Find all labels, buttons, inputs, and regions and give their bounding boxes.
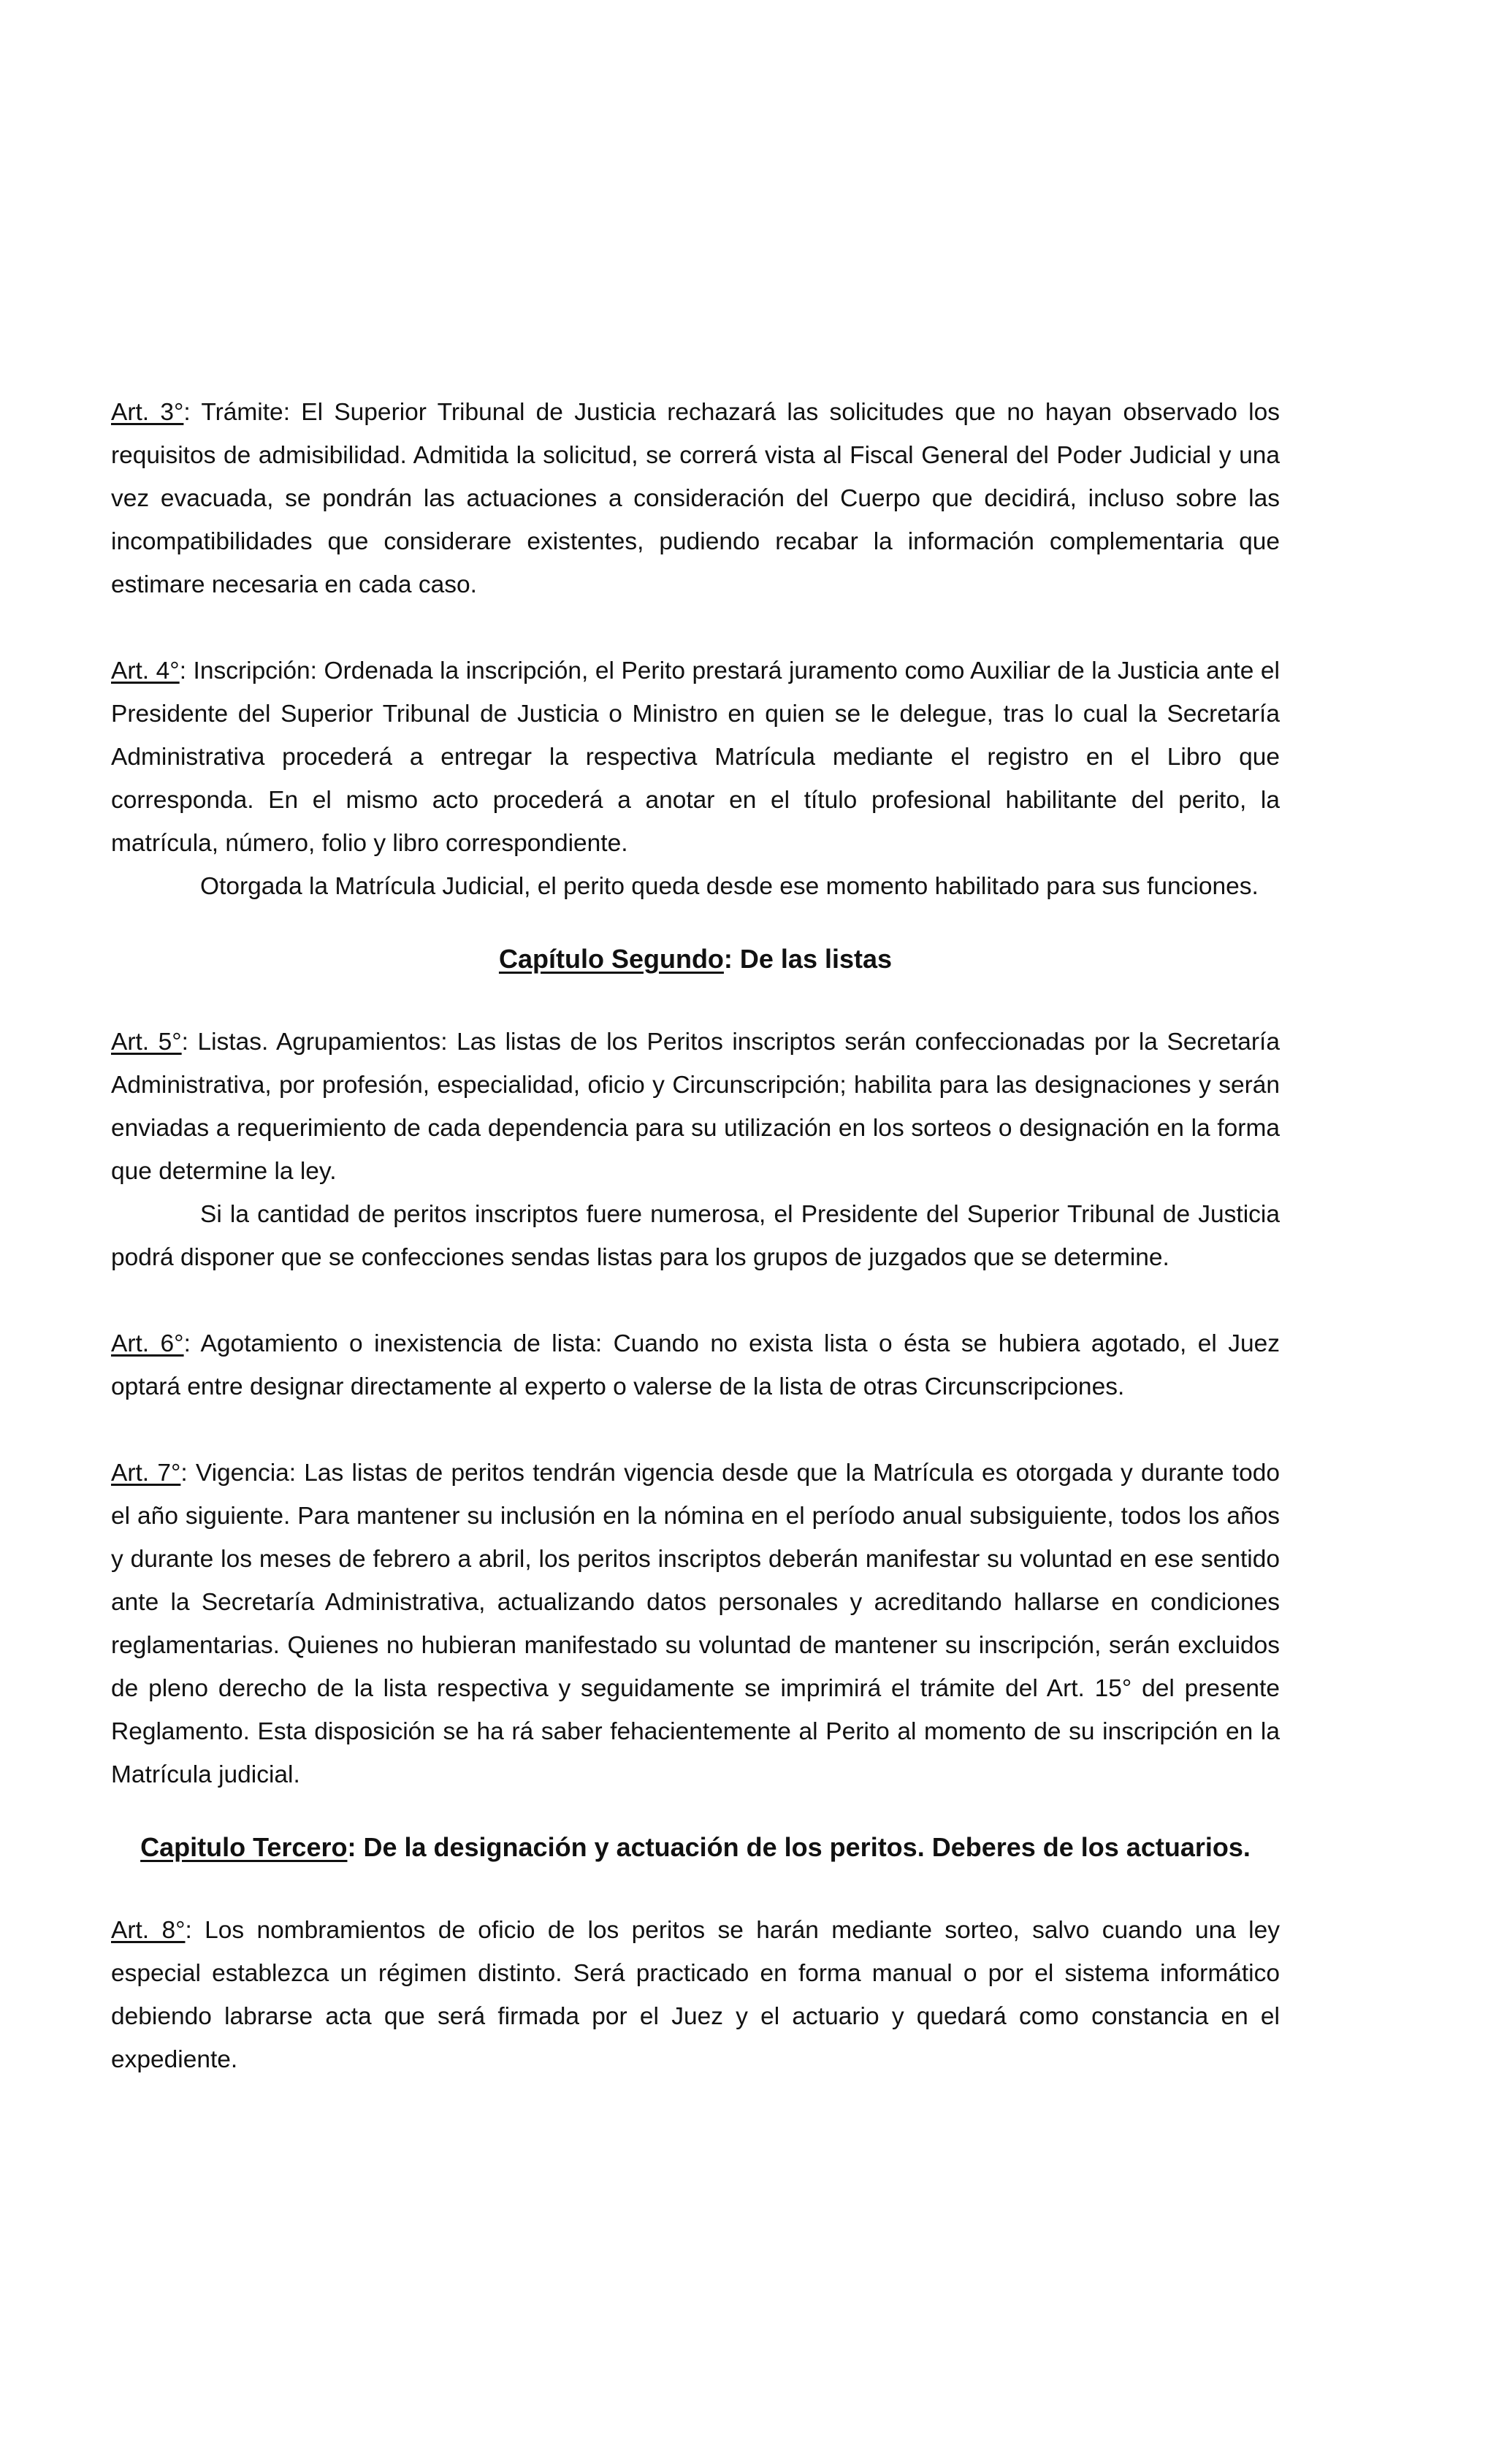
article-3-text: : Trámite: El Superior Tribunal de Justicia rechazará las solicitudes que no hayan observado los requisitos de admisibilidad. Admitida la solicitud, se correrá vista al Fiscal General del Poder Judicial y una vez evacuada, se pondrán las actuaciones a consideración del Cuerpo que decidirá, incluso sobre las incompatibilidades que considerare existentes, pudiendo recabar la información complementaria que estimare necesaria en cada caso.: [111, 399, 1281, 598]
article-5: [111, 1021, 1280, 1193]
article-6-label: Art. 6°: [111, 1330, 184, 1357]
document-page: [111, 391, 1280, 2081]
article-5-text: : Listas. Agrupamientos: Las listas de los Peritos inscriptos serán confeccionadas por la Secretaría Administrativa, por profesión, especialidad, oficio y Circunscripción; habilita para las designaciones y serán enviadas a requerimiento de cada dependencia para su utilización en los sorteos o designación en la forma que determine la ley.: [111, 1029, 1280, 1185]
article-7-label: Art. 7°: [111, 1460, 181, 1487]
chapter-second-title: : De las listas: [723, 944, 893, 974]
article-5-paragraph-2: Si la cantidad de peritos inscriptos fuere numerosa, el Presidente del Superior Tribunal de Justicia podrá disponer que se confecciones sendas listas para los grupos de juzgados que se determine.: [111, 1201, 1280, 1271]
article-7-text: : Vigencia: Las listas de peritos tendrán vigencia desde que la Matrícula es otorgada y durante todo el año siguiente. Para mantener su inclusión en la nómina en el período anual subsiguiente, todos los años y durante los meses de febrero a abril, los peritos inscriptos deberán manifestar su voluntad en ese sentido ante la Secretaría Administrativa, actualizando datos personales y acreditando hallarse en condiciones reglamentarias. Quienes no hubieran manifestado su voluntad de mantener su inscripción, serán excluidos de pleno derecho de la lista respectiva y seguidamente se imprimirá el trámite del Art. 15° del presente Reglamento. Esta disposición se ha rá saber fehacientemente al Perito al momento de su inscripción en la Matrícula judicial.: [111, 1460, 1281, 1788]
chapter-second-heading: [111, 937, 1280, 980]
article-8: [111, 1909, 1280, 2081]
article-6-text: : Agotamiento o inexistencia de lista: Cuando no exista lista o ésta se hubiera agotado, el Juez optará entre designar directamente al experto o valerse de la lista de otras Circunscripciones.: [111, 1330, 1281, 1400]
article-3: [111, 391, 1280, 606]
article-4-paragraph-2: Otorgada la Matrícula Judicial, el perito queda desde ese momento habilitado para sus funciones.: [200, 873, 1259, 900]
article-8-label: Art. 8°: [111, 1917, 186, 1944]
chapter-third-label: Capitulo Tercero: [140, 1832, 348, 1862]
chapter-third-title: : De la designación y actuación de los peritos. Deberes de los actuarios.: [347, 1832, 1251, 1862]
article-4-label: Art. 4°: [111, 657, 180, 684]
article-8-text: : Los nombramientos de oficio de los peritos se harán mediante sorteo, salvo cuando una ley especial establezca un régimen distinto. Será practicado en forma manual o por el sistema informático debiendo labrarse acta que será firmada por el Juez y el actuario y quedará como constancia en el expediente.: [111, 1917, 1280, 2073]
article-4-text: : Inscripción: Ordenada la inscripción, el Perito prestará juramento como Auxiliar de la Justicia ante el Presidente del Superior Tribunal de Justicia o Ministro en quien se le delegue, tras lo cual la Secretaría Administrativa procederá a entregar la respectiva Matrícula mediante el registro en el Libro que corresponda. En el mismo acto procederá a anotar en el título profesional habilitante del perito, la matrícula, número, folio y libro correspondiente.: [111, 657, 1280, 857]
chapter-third-heading: [111, 1826, 1280, 1869]
article-6: [111, 1322, 1280, 1408]
article-5-label: Art. 5°: [111, 1029, 182, 1056]
article-7: [111, 1452, 1280, 1796]
chapter-second-label: Capítulo Segundo: [498, 944, 724, 974]
article-4: [111, 649, 1280, 865]
article-3-label: Art. 3°: [111, 399, 184, 426]
